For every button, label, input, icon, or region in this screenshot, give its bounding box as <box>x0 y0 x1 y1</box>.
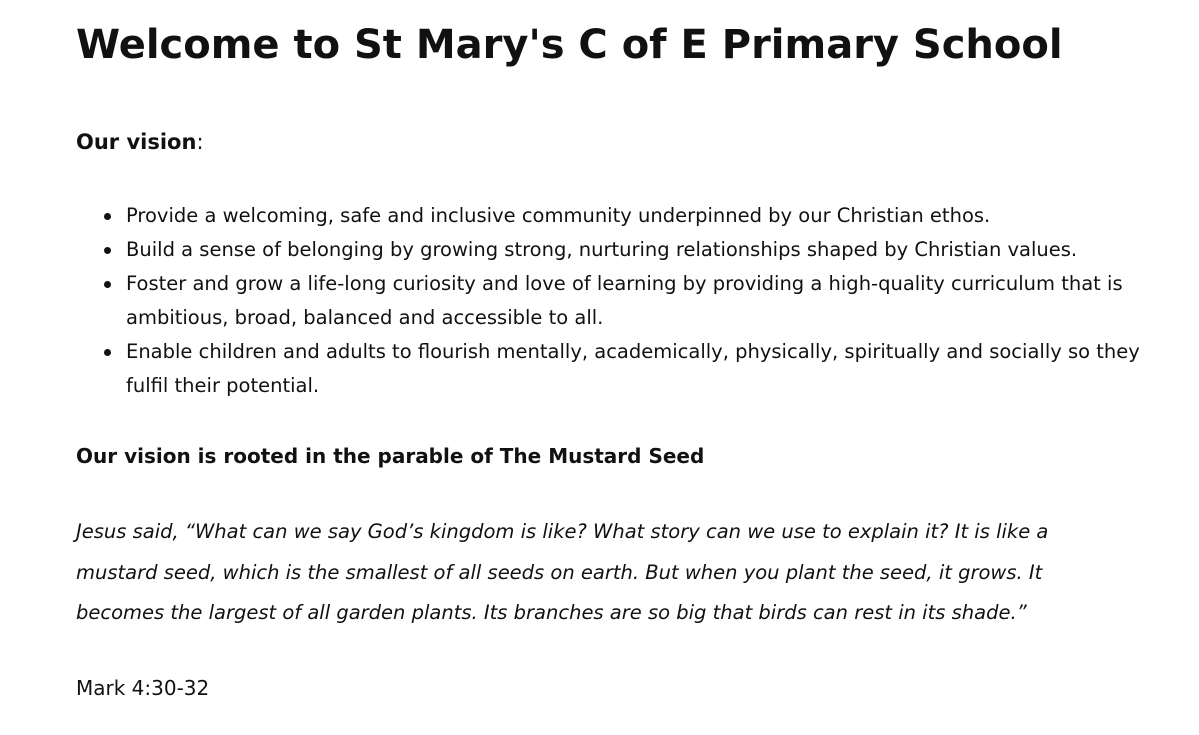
parable-quote: Jesus said, “What can we say God’s kingdom is like? What story can we use to explain it? It is like a mustard seed, which is the smallest of all seeds on earth. But when you plant the seed, it grows. It becomes the largest of all garden plants. Its branches are so big that birds can rest in its shade.” <box>76 520 1049 624</box>
vision-item: Enable children and adults to flourish mentally, academically, physically, spiritually and socially so they fulfil their potential. <box>126 335 1186 403</box>
parable-heading: Our vision is rooted in the parable of The Mustard Seed <box>76 444 705 468</box>
vision-heading-colon: : <box>196 130 204 154</box>
page-title: Welcome to St Mary's C of E Primary School <box>76 22 1063 68</box>
vision-item: Foster and grow a life-long curiosity and love of learning by providing a high-quality curriculum that is ambitious, broad, balanced and accessible to all. <box>126 267 1186 335</box>
vision-list <box>76 199 1186 403</box>
vision-heading-label: Our vision <box>76 130 197 154</box>
vision-item: Build a sense of belonging by growing strong, nurturing relationships shaped by Christian values. <box>126 233 1186 267</box>
bible-reference: Mark 4:30-32 <box>76 676 210 700</box>
vision-item: Provide a welcoming, safe and inclusive community underpinned by our Christian ethos. <box>126 199 1186 233</box>
vision-heading <box>76 128 204 156</box>
